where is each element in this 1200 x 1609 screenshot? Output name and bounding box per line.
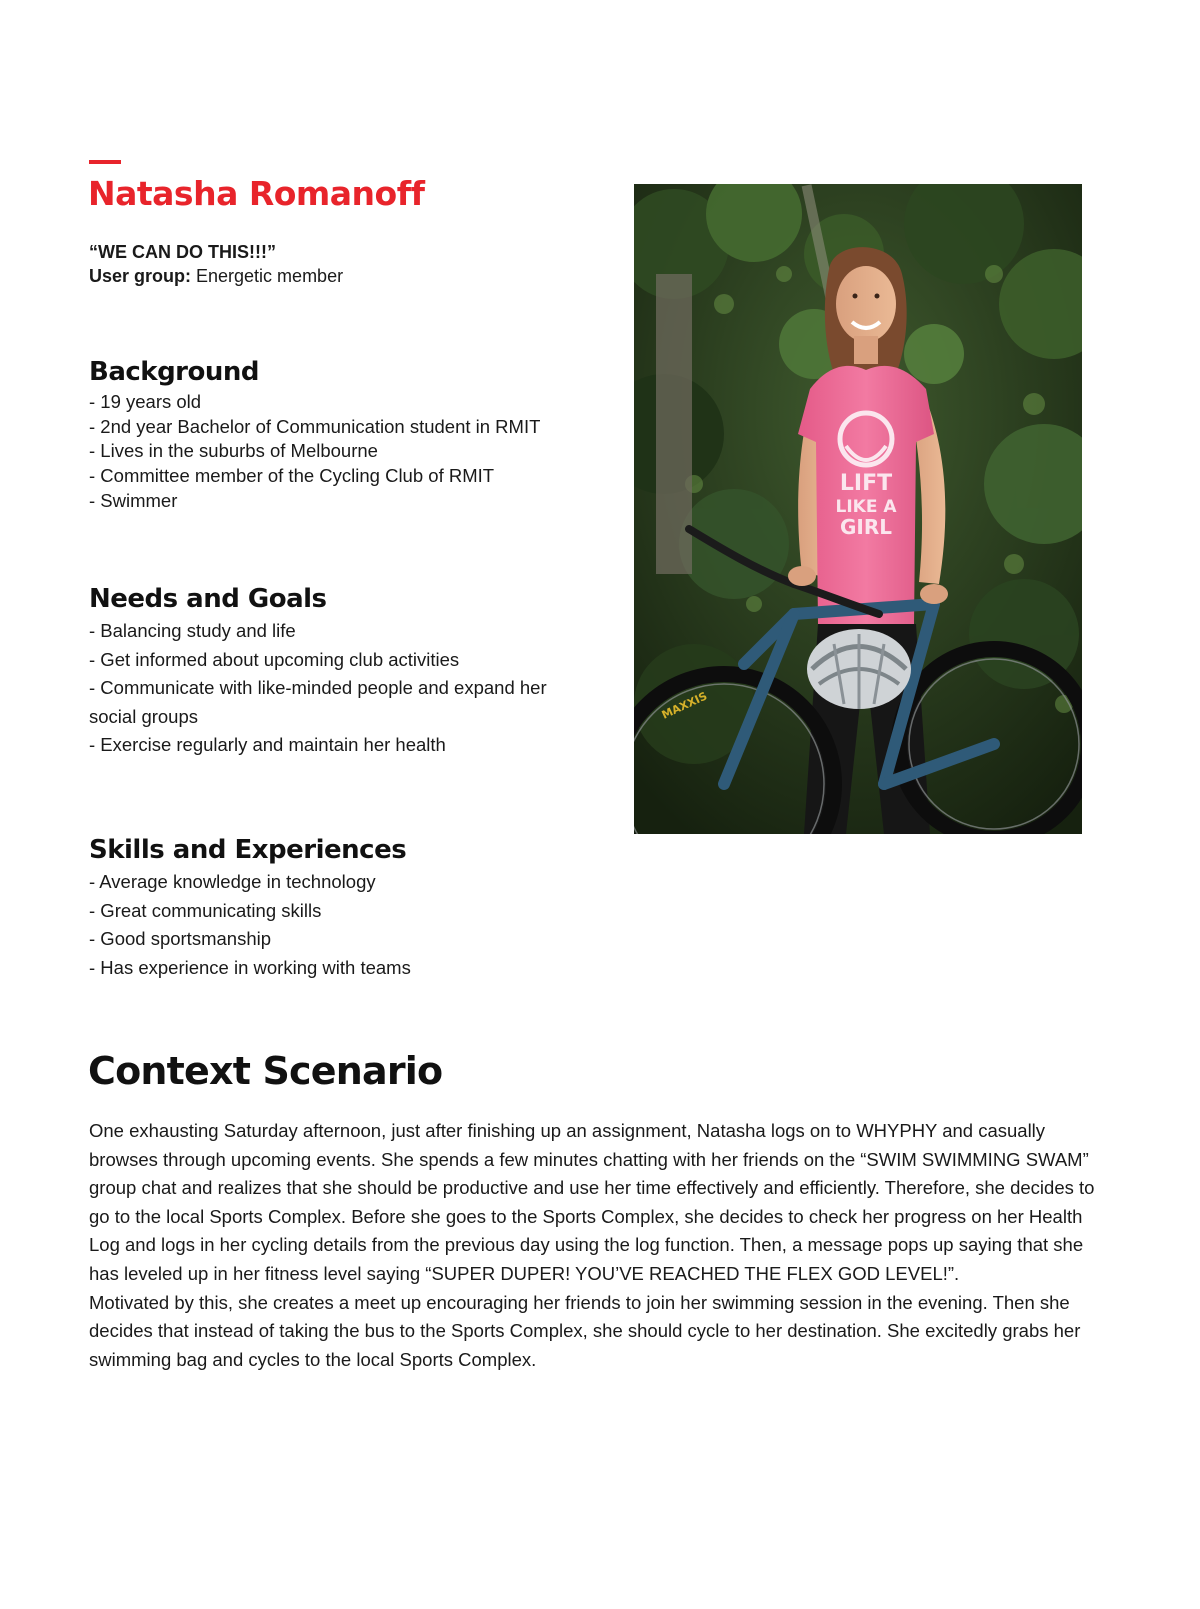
shirt-text-line-2: LIKE A	[835, 497, 897, 517]
list-item: - 19 years old	[89, 391, 202, 412]
shirt-text-line-1: LIFT	[839, 471, 893, 496]
list-item: - Communicate with like-minded people and expand her social groups	[89, 677, 547, 727]
persona-quote: “WE CAN DO THIS!!!”	[89, 242, 276, 262]
user-group	[89, 266, 343, 287]
context-scenario-title: Context Scenario	[88, 1049, 443, 1093]
needs-goals-list	[89, 617, 559, 760]
skills-title: Skills and Experiences	[89, 835, 407, 865]
user-group-value: Energetic member	[191, 266, 344, 286]
list-item: - Get informed about upcoming club activities	[89, 648, 460, 670]
user-group-label: User group:	[89, 266, 192, 286]
list-item: - Great communicating skills	[89, 899, 322, 921]
shirt-text-line-3: GIRL	[839, 515, 893, 539]
persona-photo-illustration	[634, 184, 1082, 834]
list-item: - Good sportsmanship	[89, 928, 272, 949]
persona-photo	[634, 184, 1082, 834]
background-section	[89, 356, 559, 514]
context-scenario-body	[89, 1117, 1109, 1374]
list-item: - Swimmer	[89, 489, 178, 511]
needs-goals-section	[89, 583, 559, 760]
context-paragraph: One exhausting Saturday afternoon, just after finishing up an assignment, Natasha logs on to WHYPHY and casually browses through upcoming events. She spends a few minutes chatting with her friends on the “SWIM SWIMMING SWAM” group chat and realizes that she should be productive and use her time effectively and efficiently. Therefore, she decides to go to the local Sports Complex. Before she goes to the Sports Complex, she decides to check her progress on her Health Log and logs in her cycling details from the previous day using the log function. Then, a message pops up saying that she has leveled up in her fitness level saying “SUPER DUPER! YOU’VE REACHED THE FLEX GOD LEVEL!”.	[89, 1120, 1095, 1284]
skills-list	[89, 868, 559, 982]
tire-text: MAXXIS	[659, 689, 710, 722]
list-item: - Has experience in working with teams	[89, 956, 411, 978]
accent-bar	[89, 160, 121, 164]
context-paragraph: Motivated by this, she creates a meet up encouraging her friends to join her swimming session in the evening. Then she decides that instead of taking the bus to the Sports Complex, she should cycle to her destination. She excitedly grabs her swimming bag and cycles to the local Sports Complex.	[89, 1291, 1081, 1370]
list-item: - Lives in the suburbs of Melbourne	[89, 440, 378, 462]
list-item: - Exercise regularly and maintain her health	[89, 734, 446, 755]
background-title: Background	[89, 357, 259, 387]
list-item: - Balancing study and life	[89, 620, 296, 641]
list-item: - Committee member of the Cycling Club of RMIT	[89, 465, 495, 487]
list-item: - Average knowledge in technology	[89, 871, 376, 892]
background-list	[89, 390, 559, 514]
needs-goals-title: Needs and Goals	[89, 584, 327, 614]
persona-name: Natasha Romanoff	[88, 174, 425, 213]
list-item: - 2nd year Bachelor of Communication student in RMIT	[89, 415, 541, 437]
skills-section	[89, 834, 559, 982]
